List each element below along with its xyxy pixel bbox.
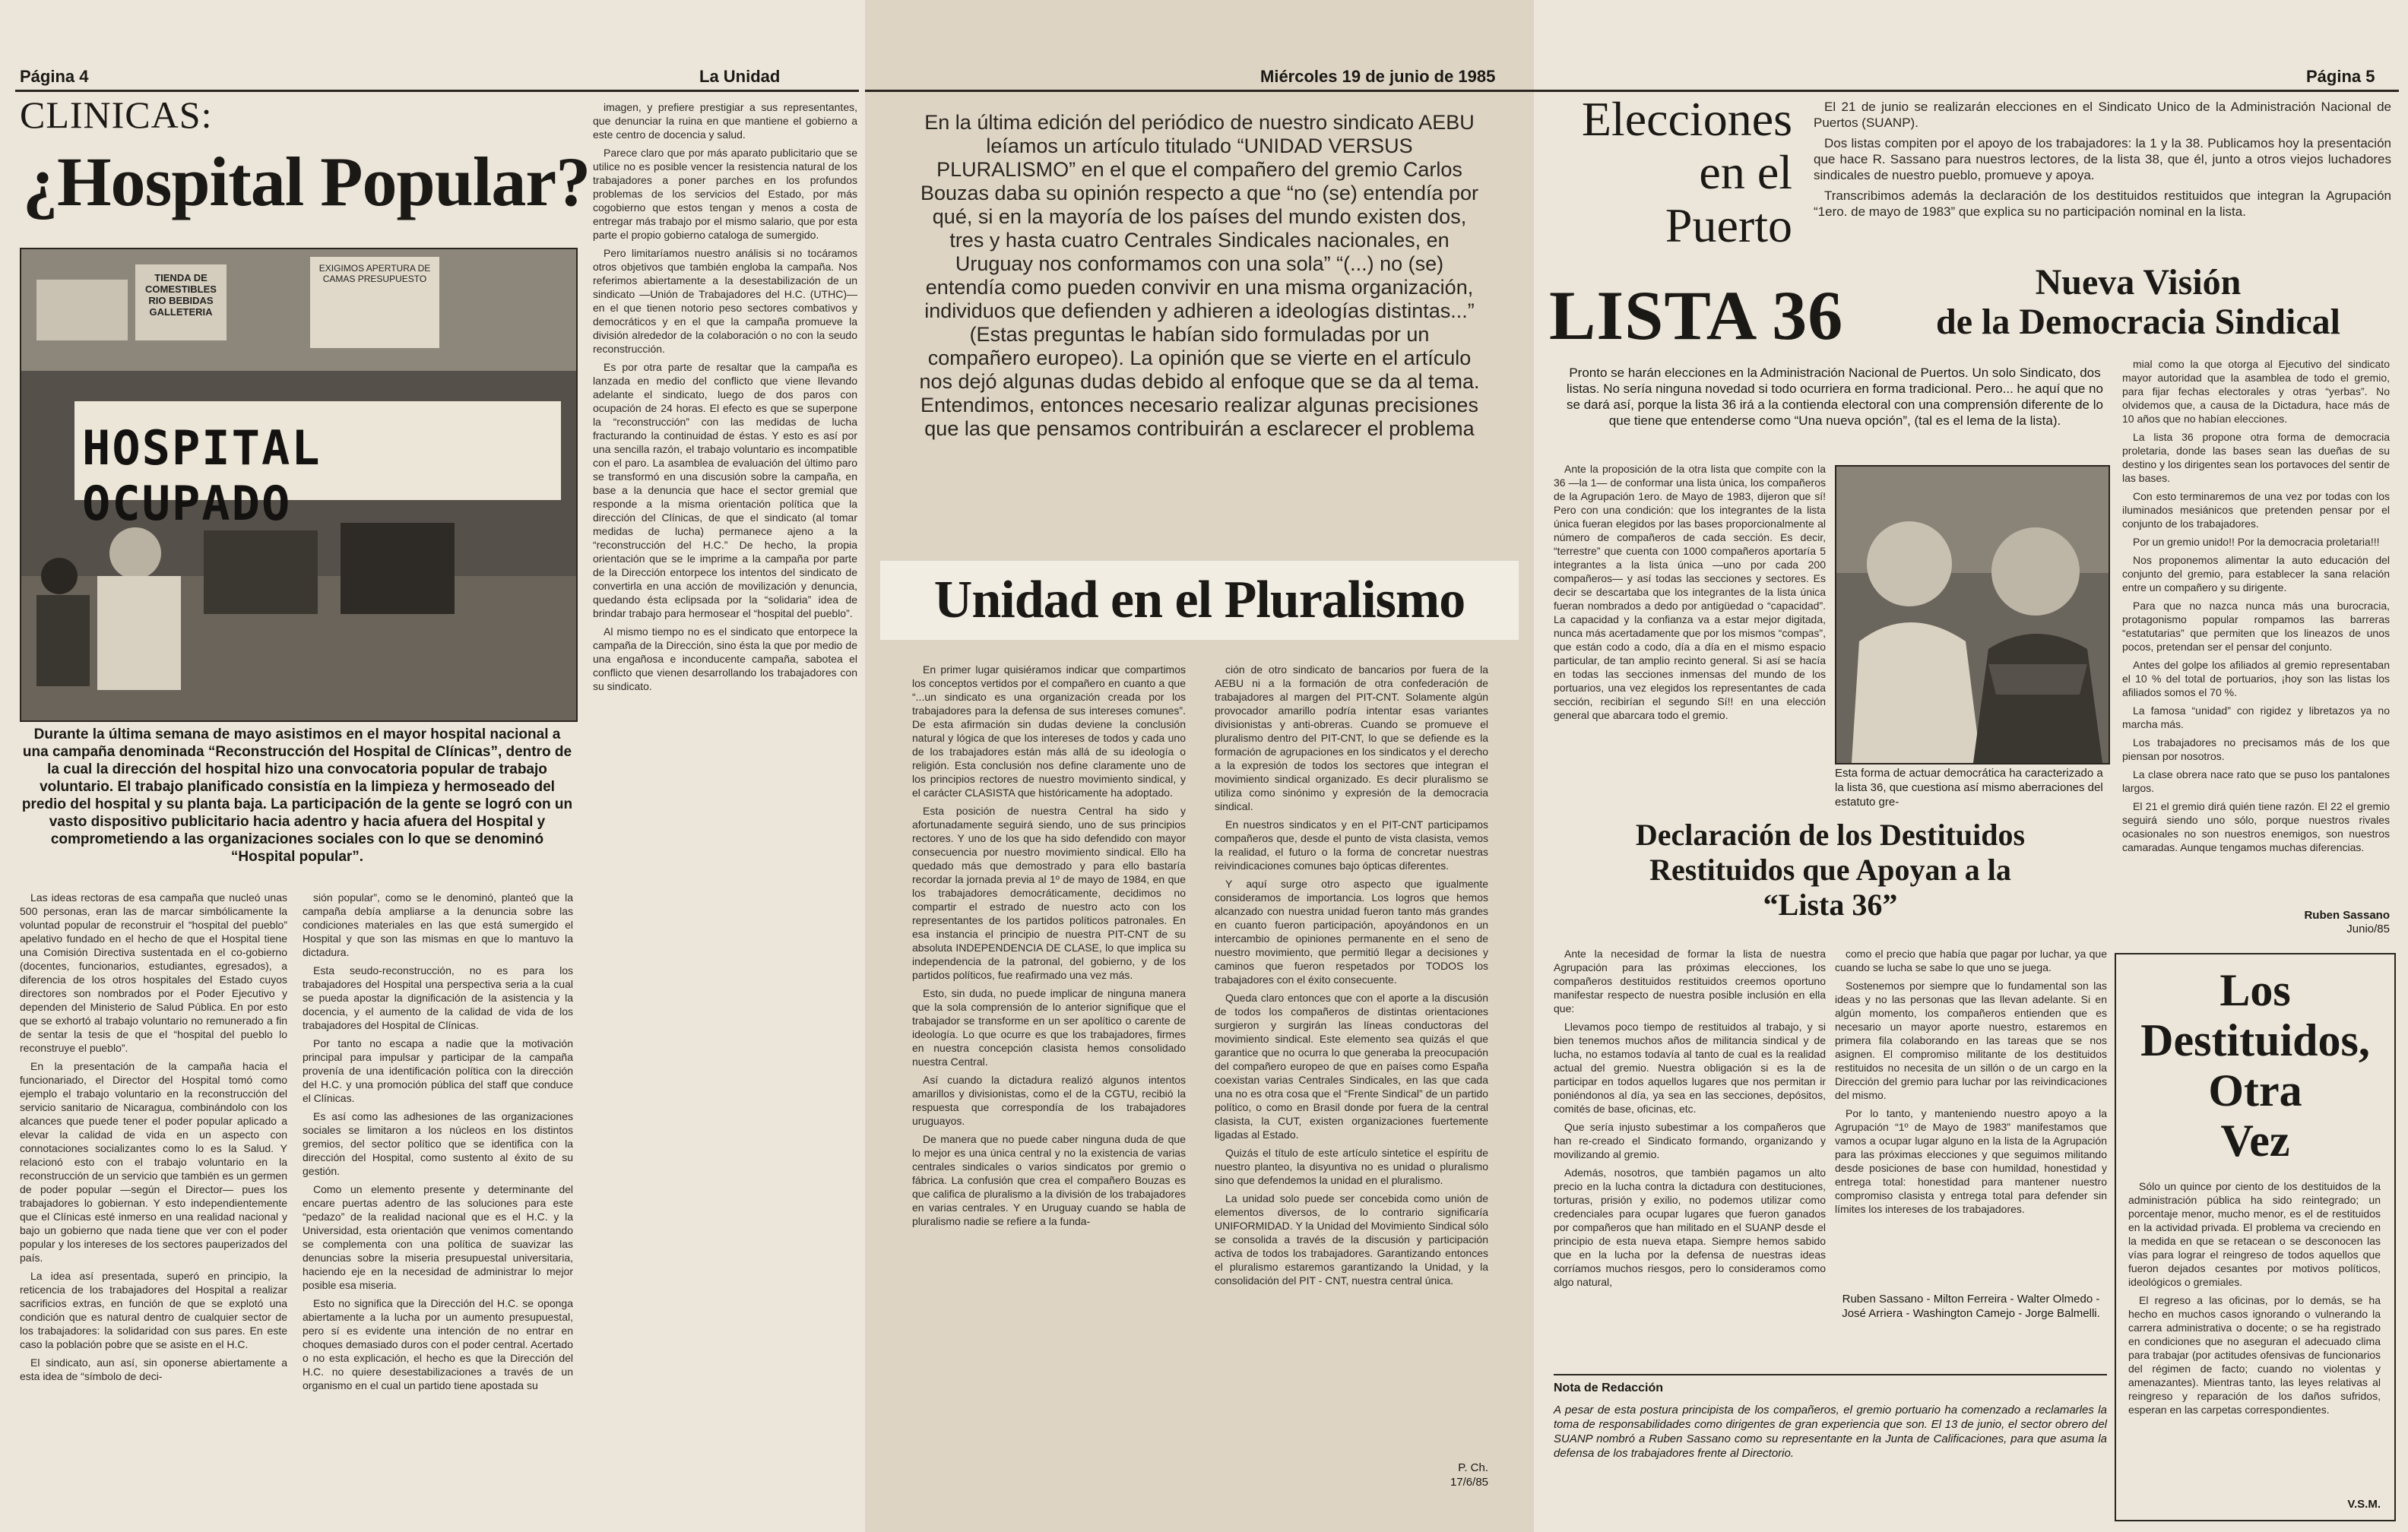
declaracion-headline-3: “Lista 36” [1763, 888, 1898, 922]
unidad-headline-box [880, 561, 1519, 640]
lista-col2-p1: mial como la que otorga al Ejecutivo del sindicato mayor autoridad que la asamblea de todo el gremio, para fijar fechas electorales y otras “yerbas”. No olvidemos que, a causa de la Dictadura, hace más de 10 años que no habían elecciones. [2122, 358, 2390, 425]
unidad-col-1 [912, 663, 1186, 1521]
clinicas-col2-p5: Como un elemento presente y determinante del encare puertas adentro de las soluciones para este “pedazo” de la realidad nacional que es el H.C. y la Universidad, esta orientación que venimos comentando se complementa con una política de suavizar las denuncias sobre la miseria presupuestal universitaria, haciendo eje en la necesidad de administrar lo mejor posible esa miseria. [303, 1183, 573, 1291]
note-rule [1554, 1374, 2107, 1375]
elecciones-intro-p3: Transcribimos además la declaración de los destituidos restituidos que integran la Agrupación “1ero. de mayo de 1983” que explica su no participación nominal en la lista. [1814, 188, 2391, 219]
lista-col-2 [2122, 357, 2390, 904]
unidad-intro: En la última edición del periódico de nuestro sindicato AEBU leíamos un artículo titulado “UNIDAD VERSUS PLURALISMO” en el que el compañero del gremio Carlos Bouzas daba su opinión respecto a que “no (se) entendía por qué, si en la mayoría de los países del mundo existen dos, tres y hasta cuatro Centrales Sindicales nacionales, en Uruguay nos conformamos con una sola” “(...) no (se) entendía como pueden convivir en una misma organización, individuos que defienden y adhieren a ideologías distintas...” (Estas preguntas le habían sido formuladas por un compañero europeo). La opinión que se vierte en el artículo nos dejó algunas dudas debido al enfoque que se da al tema. Entendimos, entonces necesario realizar algunas precisiones que las que pensamos contribuirán a esclarecer el problema [919, 111, 1480, 440]
clinicas-col3-p5: Al mismo tiempo no es el sindicato que entorpece la campaña de la Dirección, sino ésta la que por medio de una engañosa e inconducente campaña, sabotea el conflicto que vienen desarrollando los trabajadores con su sindicato. [593, 625, 857, 692]
clinicas-kicker: CLINICAS: [20, 93, 213, 136]
lista-col2-p3: Con esto terminaremos de una vez por todas con los iluminados mesiánicos que pretenden pensar por el conjunto de los trabajadores. [2122, 490, 2390, 530]
destituidos-headline-3: Otra [2208, 1065, 2302, 1116]
unidad-sig-date: 17/6/85 [1450, 1476, 1488, 1489]
unidad-col2-p1: ción de otro sindicato de bancarios por fuera de la AEBU ni a la formación de otra confederación de trabajadores al margen del PIT-CNT. Solamente algún provocador amarillo podría intentar esas variantes divisionistas y anti-obreras. Cuando se promueve el pluralismo dentro del PIT-CNT, lo que se defiende es la formación de agrupaciones en los sindicatos y el derecho a la expresión de todos los sectores que integran el movimiento sindical organizado. Es decir pluralismo se utiliza como sinónimo y expresión de la democracia sindical. [1215, 663, 1488, 812]
lista-lead: Pronto se harán elecciones en la Administración Nacional de Puertos. Un solo Sindicato, dos listas. No sería ninguna novedad si todo ocurriera en forma tradicional. Pero... he aquí que no se dará así, porque la lista 36 irá a la contienda electoral con una comprensión diferente de lo que tiene que entenderse como “Una nueva opción”, (tal es el lema de la lista). [1567, 366, 2103, 428]
declaracion-signers: Ruben Sassano - Milton Ferreira - Walter Olmedo - José Arriera - Washington Camejo - Jorge Balmelli. [1842, 1293, 2100, 1320]
lista-col2-p6: Para que no nazca nunca más una burocracia, protagonismo popular rompamos las barreras “estatutarias” que permiten que los lineazos de unos pocos, pretendan ser el pensar del conjunto. [2122, 600, 2390, 653]
elecciones-kicker-3: Puerto [1665, 198, 1792, 252]
page-number-left: Página 4 [20, 67, 89, 86]
destituidos-signature: V.S.M. [2347, 1498, 2381, 1511]
lista-signature-block [2218, 909, 2390, 936]
clinicas-headline: ¿Hospital Popular? [23, 143, 591, 220]
note-title: Nota de Redacción [1554, 1382, 1664, 1394]
clinicas-col2-p1: sión popular”, como se le denominó, planteó que la campaña debía ampliarse a la denuncia sobre las condiciones materiales en las que está sumergido el Hospital y que son las mismas en que lo mantuvo la dictadura. [303, 891, 573, 958]
lista-subtitle-1: Nueva Visión [2035, 262, 2242, 302]
elecciones-intro [1814, 99, 2391, 258]
lista-col2-p5: Nos proponemos alimentar la auto educación del conjunto del gremio, para establecer la sana relación entre un compañero y su dirigente. [2122, 554, 2390, 593]
lista-col2-p10: La clase obrera nace rato que se puso los pantalones largos. [2122, 768, 2390, 794]
declaracion-headline [1554, 818, 2107, 923]
unidad-col2-p5: Quizás el título de este artículo sintetice el espíritu de nuestro planteo, la disyuntiva no es unidad o pluralismo sino que defendemos la unidad en el pluralismo. [1215, 1147, 1488, 1186]
lista-subtitle-2: de la Democracia Sindical [1936, 302, 2340, 342]
clinicas-col1-p1: Las ideas rectoras de esa campaña que nucleó unas 500 personas, eran las de marcar simbólicamente la voluntad popular de reconstruir el “hospital del pueblo” apelativo fundado en el hecho de que el Hospital tiene una Comisión Directiva sustentada en el co-gobierno (docentes, funcionarios, estudiantes, egresados), a diferencia de los otros hospitales del Estado cuyos directores son nombrados por el Poder Ejecutivo y dependen del Ministerio de Salud Pública. En por esto que se exhortó al trabajo voluntario no remunerado a fin de sentar la tesis de que el “hospital del pueblo lo reconstruye el pueblo”. [20, 891, 287, 1054]
unidad-col1-p3: Esto, sin duda, no puede implicar de ninguna manera que la sola comprensión de lo anterior signifique que el trabajador se transforme en un ser apolítico o carente de ideología. Lo que ocurre es que los trabajadores, firmes en nuestra concepción clasista hemos consolidado nuestra Central. [912, 987, 1186, 1068]
destituidos-body [2128, 1179, 2381, 1483]
declaracion-col1-p3: Que sería injusto subestimar a los compañeros que han re-creado el Sindicato formando, organizando y movilizando al gremio. [1554, 1121, 1826, 1160]
declaracion-col1-p4: Además, nosotros, que también pagamos un alto precio en la lucha contra la dictadura con destituciones, torturas, prisión y exilio, no podemos utilizar como credenciales para ocupar lugares que fueron ganados por compañeros que han militado en el SUANP desde el principio de esta nueva etapa. Siempre hemos sabido que en la lucha por la defensa de nuestras ideas corríamos muchos riesgos, pero lo consideramos como algo natural, [1554, 1166, 1826, 1288]
unidad-signature: P. Ch. [1458, 1461, 1488, 1474]
destituidos-box [2115, 953, 2396, 1521]
clinicas-col-1 [20, 891, 287, 1521]
photo-sign-rio: TIENDA DE COMESTIBLES RIO BEBIDAS GALLETERIA [145, 272, 217, 318]
lista-col2-p2: La lista 36 propone otra forma de democracia proletaria, donde las bases sean las dueñas de su destino y los dirigentes sean los portavoces del sentir de las bases. [2122, 431, 2390, 484]
declaracion-col2-p2: Sostenemos por siempre que lo fundamental son las ideas y no las personas que las llevan adelante. Si en algún momento, los compañeros entienden que es necesario un mayor aporte nuestro, estaremos en primera fila colaborando en las tareas que se nos asignen. El compromiso militante de los destituidos restituidos no necesita de un sillón o de un cargo en la Dirección del gremio para luchar por las reivindicaciones del mismo. [1835, 980, 2107, 1101]
lista-photo [1835, 465, 2110, 764]
top-rule-left [15, 90, 859, 92]
destituidos-headline-2: Destituidos, [2140, 1015, 2370, 1065]
destituidos-headline-1: Los [2219, 965, 2291, 1015]
newspaper-title: La Unidad [699, 67, 781, 86]
unidad-col2-p6: La unidad solo puede ser concebida como unión de elementos diversos, de lo contrario significaría UNIFORMIDAD. Y la Unidad del Movimiento Sindical sólo se consolida a través de la discusión y participación activa de todos los trabajadores. Garantizando entonces el pluralismo estaremos garantizando la Unidad, y la consolidación del PIT - CNT, nuestra central única. [1215, 1192, 1488, 1287]
lista-col2-p11: El 21 el gremio dirá quién tiene razón. El 22 el gremio seguirá siendo uno sólo, porque nuestros rivales ocasionales no son nuestros enemigos, son nuestros camaradas. Aunque tengamos muchas diferencias. [2122, 800, 2390, 853]
unidad-col1-p1: En primer lugar quisiéramos indicar que compartimos los conceptos vertidos por el compañero en cuanto a que “...un sindicato es una organización creada por los trabajadores para la defensa de sus intereses comunes”. De esta afirmación sin dudas deviene la conclusión natural y lógica de que los intereses de todos y cada uno de los trabajadores están más allá de su ideología o religión. Esta conclusión nos define claramente uno de los principios rectores de nuestro movimiento sindical, y el carácter CLASISTA que históricamente ha adoptado. [912, 663, 1186, 799]
elecciones-kicker-1: Elecciones [1581, 92, 1792, 146]
clinicas-col2-p3: Por tanto no escapa a nadie que la motivación principal para impulsar y participar de la campaña provenía de una identificación política con la dirección del H.C. y una promoción pública del staff que conduce el Clínicas. [303, 1037, 573, 1104]
page-middle [865, 0, 1534, 1532]
unidad-col2-p2: En nuestros sindicatos y en el PIT-CNT participamos compañeros que, desde el punto de vista clasista, vemos la realidad, el futuro o la forma de concretar nuestras reivindicaciones comunes bajo ópticas diferentes. [1215, 818, 1488, 872]
clinicas-col2-p4: Es así como las adhesiones de las organizaciones sociales se limitaron a los núcleos en los distintos gremios, del sector político que se identifica con la dirección del Hospital, como sustento al éxito de su gestión. [303, 1110, 573, 1177]
photo-sign-exigimos: EXIGIMOS APERTURA DE CAMAS PRESUPUESTO [318, 263, 431, 284]
elecciones-kicker-2: en el [1699, 145, 1792, 199]
declaracion-headline-1: Declaración de los Destituidos [1635, 818, 2026, 852]
page-left [0, 0, 865, 1532]
lista-col2-p9: Los trabajadores no precisamos más de los que piensan por nosotros. [2122, 736, 2390, 762]
top-rule-middle [865, 90, 1534, 92]
portrait-icon [1836, 467, 2109, 763]
declaracion-headline-2: Restituidos que Apoyan a la [1649, 853, 2011, 887]
issue-date: Miércoles 19 de junio de 1985 [1260, 67, 1496, 86]
page-right [1534, 0, 2408, 1532]
lista-subtitle [1891, 263, 2385, 342]
lista-col2-p8: La famosa “unidad” con rigidez y libretazos ya no marcha más. [2122, 704, 2390, 730]
clinicas-col-2 [303, 891, 573, 1521]
clinicas-col3-p4: Es por otra parte de resaltar que la campaña es lanzada en medio del conflicto que viene llevando adelante el sindicato, luego de dos paros con ocupación de 24 horas. El efecto es que se superpone la “reconstrucción” con las medidas de lucha fracturando la continuidad de éstas. Y esto es así por una sencilla razón, el trabajo voluntario es incompatible con el paro. La asamblea de evaluación del último paro se transformó en una discusión sobre la campaña, en base a la denuncia que hace el sector gremial que responde a la misma orientación política que la dirección del Clínicas, de que el sindicato (al tomar medidas de lucha) permanece ajeno a la “reconstrucción del H.C.” De hecho, la propia orientación que se le imprime a la campaña por parte de la Dirección entorpece los intentos del sindicato de convertirla en una acción de movilización y denuncia, quedando ésta eclipsada por la “solidaria” idea de brindar trabajo para hermosear el “hospital del pueblo”. [593, 361, 857, 619]
unidad-col1-p5: De manera que no puede caber ninguna duda de que lo mejor es una única central y no la existencia de varias centrales sindicales o varios sindicatos por gremio o fábrica. La confusión que crea el compañero Bouzas es que califica de pluralismo a la división de los trabajadores en varias centrales. Y en Uruguay cuando se habla de pluralismo nadie se refiere a la funda- [912, 1133, 1186, 1227]
lista-col2-p7: Antes del golpe los afiliados al gremio representaban el 10 % del total de portuarios, ¡hoy son las listas los afiliados somos el 70 %. [2122, 659, 2390, 698]
lista-title: LISTA 36 [1549, 277, 1844, 354]
destituidos-p1: Sólo un quince por ciento de los destituidos de la administración pública ha sido reintegrado; un porcentaje menor, mucho menor, es el de restituidos en la actividad privada. El problema va creciendo en la medida en que se retacean o se desconocen las vías para lograr el reingreso de todos aquellos que fueron dejados cesantes por motivos políticos, ideológicos o gremiales. [2128, 1180, 2381, 1288]
declaracion-col-2 [1835, 947, 2107, 1281]
elecciones-intro-p2: Dos listas compiten por el apoyo de los trabajadores: la 1 y la 38. Publicamos hoy la presentación que hace R. Sassano para nuestros lectores, de la lista 38, que él, junto a otros viejos luchadores sindicales de nuestro pueblo, promueve y apoya. [1814, 136, 2391, 182]
unidad-col2-p3: Y aquí surge otro aspecto que igualmente consideramos de importancia. Los logros que hemos alcanzado con nuestra unidad fueron tanto más grandes en cuanto fueron participación, apoyándonos en un intercambio de opiniones permanente en el seno de nuestro movimiento, que permitió llegar a decisiones y caminos que fueron respetados por TODOS los trabajadores con el éxito consecuente. [1215, 878, 1488, 986]
unidad-col1-p4: Así cuando la dictadura realizó algunos intentos amarillos y divisionistas, como el de la CGTU, recibió la respuesta que correspondía de los trabajadores uruguayos. [912, 1074, 1186, 1127]
unidad-col-2 [1215, 663, 1488, 1453]
unidad-headline: Unidad en el Pluralismo [933, 571, 1465, 629]
unidad-col2-p4: Queda claro entonces que con el aporte a la discusión de todos los compañeros de distintas orientaciones surgieron y surgirán las líneas conductoras del movimiento sindical. Este elemento sea quizás el que garantice que no ocurra lo que generaba la preocupación del compañero europeo de que en países como España coexistan varias Centrales Sindicales, en las que cada una no es otra cosa que el “Frente Sindical” de un partido político, o como en Brasil donde por fuera de la central clasista, la CUT, existen organizaciones fuertemente ligadas al Estado. [1215, 992, 1488, 1141]
destituidos-p2: El regreso a las oficinas, por lo demás, se ha hecho en muchos casos ignorando o vulnerando la carrera administrativa o docente; o se ha registrado en condiciones que no aseguran el adecuado clima para trabajar (por actitudes ofensivas de funcionarios del régimen de facto; cuando no violentas y amenazantes). Mientras tanto, las leyes relativas al reingreso y reparación de los daños sufridos, esperan en las carpetas correspondientes. [2128, 1294, 2381, 1416]
clinicas-photo [20, 248, 578, 722]
elecciones-kicker [1564, 93, 1792, 252]
clinicas-col1-p4: El sindicato, aun así, sin oponerse abiertamente a esta idea de “símbolo de deci- [20, 1356, 287, 1382]
clinicas-col-3 [593, 100, 857, 1521]
clinicas-col2-p2: Esta seudo-reconstrucción, no es para los trabajadores del Hospital una perspectiva seria a la cual se pueda apostar la dignificación de la asistencia y la docencia, y el aumento de la calidad de vida de los trabajadores del Hospital de Clínicas. [303, 964, 573, 1031]
clinicas-col3-p3: Pero limitaríamos nuestro análisis si no tocáramos otros objetivos que también engloba la campaña. Nos referimos abiertamente a la desestabilización de un sindicato —Unión de Trabajadores del H.C. (UTHC)— en el que tienen notorio peso sectores combativos y democráticos y en el que la campaña promueve la división alrededor de la colaboración o no con la seudo reconstrucción. [593, 247, 857, 355]
lista-col-1 [1554, 462, 1826, 819]
unidad-signature-block [1397, 1461, 1488, 1489]
clinicas-col1-p2: En la presentación de la campaña hacia el funcionariado, el Director del Hospital tomó como ejemplo el trabajo voluntario en la reconstrucción del servicio sanitario de Nicaragua, combinándolo con los alcances que puede tener el poder popular aplicado a elevar la calidad de vida en un aspecto con connotaciones socializantes como lo es la Salud. Y relacionó esto con el trabajo voluntario en la reconstrucción de un servicio que también es un germen de poder popular —según el Director— pues los trabajadores lo gobiernan. Y esto independientemente que el Clínicas esté inmerso en una realidad nacional y bajo un gobierno que nada tiene que ver con el poder popular y los intereses de los sectores pauperizados del país. [20, 1060, 287, 1264]
lista-col2-p4: Por un gremio unido!! Por la democracia proletaria!!! [2133, 536, 2380, 548]
declaracion-col1-p2: Llevamos poco tiempo de restituidos al trabajo, y si bien tenemos muchos años de militancia sindical y de lucha, no estamos todavía al tanto de cual es la realidad actual del gremio. Nuestra obligación si es la de participar en todos aquellos lugares que nos permitan ir poniéndonos al día, ya sea en las secciones, depósitos, comités de base, oficinas, etc. [1554, 1021, 1826, 1115]
clinicas-col2-p6: Esto no significa que la Dirección del H.C. se oponga abiertamente a la lucha por un aumento presupuestal, pero sí es evidente una intención de no entrar en choques demasiado duros con el poder central. Acertado o no esta explicación, el hecho es que la Dirección del H.C. no quiere desestabilizaciones a través de un organismo en el cual un partido tiene apostada su [303, 1297, 573, 1391]
destituidos-headline [2116, 965, 2394, 1166]
note-text: A pesar de esta postura principista de los compañeros, el gremio portuario ha comenzado a reclamarles la toma de responsabilidades como dirigentes de gran experiencia que son. El 13 de junio, el sector obrero del SUANP nombró a Ruben Sassano como su representante en la Junta de Calificaciones, para que asuma la defensa de los trabajadores frente al Directorio. [1554, 1404, 2107, 1460]
destituidos-headline-4: Vez [2220, 1116, 2290, 1166]
lista-sig-date: Junio/85 [2346, 923, 2390, 935]
unidad-col1-p2: Esta posición de nuestra Central ha sido y afortunadamente seguirá siendo, uno de sus principios rectores. Y uno de los que ha sido defendido con mayor consecuencia por nuestro movimiento sindical. Ello ha quedado más que demostrado y para ello bastaría recordar la jornada previa al 1º de mayo de 1984, en que los trabajadores democráticamente, decidimos no compartir el estrado de nuestro acto con los representantes de los partidos políticos patronales. En esa instancia el principio de nuestra PIT-CNT de su absoluta INDEPENDENCIA DE CLASE, lo que implica su independencia de la patronal, del gobierno, y de los partidos políticos, fue reafirmado una vez más. [912, 805, 1186, 981]
clinicas-col3-p1: imagen, y prefiere prestigiar a sus representantes, que denunciar la ruina en que mantiene el gobierno a este centro de docencia y salud. [593, 101, 857, 141]
clinicas-col1-p3: La idea así presentada, superó en principio, la reticencia de los trabajadores del Hospital a realizar sacrificios extras, en función de que se explotó una condición que es natural dentro de cualquier sector de los trabajadores: la solidaridad con sus pares. En este caso la población pobre que se asiste en el H.C. [20, 1270, 287, 1350]
clinicas-col3-p2: Parece claro que por más aparato publicitario que se utilice no es posible vencer la resistencia natural de los trabajadores a poner parches en los profundos problemas de los servicios del Estado, por más cogobierno que estos tengan y menos a costa de entregar más trabajo por el mismo salario, que por esta parte el propio gobierno cataloga de sumergido. [593, 147, 857, 241]
lista-photo-caption: Esta forma de actuar democrática ha caracterizado a la lista 36, que cuestiona así mismo aberraciones del estatuto gre- [1835, 767, 2103, 809]
declaracion-col2-p1: como el precio que había que pagar por luchar, ya que cuando se lucha se sabe lo que uno se juega. [1835, 948, 2107, 973]
lista-signature: Ruben Sassano [2304, 909, 2390, 922]
elecciones-intro-p1: El 21 de junio se realizarán elecciones en el Sindicato Unico de la Administración Nacional de Puertos (SUANP). [1814, 100, 2391, 130]
photo-banner: HOSPITAL OCUPADO [82, 420, 322, 531]
declaracion-col2-p3: Por lo tanto, y manteniendo nuestro apoyo a la Agrupación “1º de Mayo de 1983” manifestamos que vamos a ocupar lugar alguno en la lista de la Agrupación para las próximas elecciones y que seguimos militando desde posiciones de base con humildad, honestidad y entrega total: honestidad para mantener nuestro compromiso clasista y entrega total para defender sin límites los intereses de los trabajadores. [1835, 1107, 2107, 1215]
clinicas-lead: Durante la última semana de mayo asistimos en el mayor hospital nacional a una campaña denominada “Reconstrucción del Hospital de Clínicas”, dentro de la cual la dirección del hospital hizo una convocatoria popular de trabajo voluntario. El trabajo planificado consistía en la limpieza y hermoseado del predio del hospital y su planta baja. La participación de la gente se logró con un vasto dispositivo publicitario hacia adentro y hacia afuera del Hospital y comprometiendo a las organizaciones sociales con lo que se denominó “Hospital popular”. [21, 726, 573, 865]
declaracion-col1-p1: Ante la necesidad de formar la lista de nuestra Agrupación para las próximas elecciones, los compañeros destituidos restituidos creemos oportuno manifestar respecto de nuestra posible inclusión en ella que: [1554, 948, 1826, 1014]
lista-col1-p1: Ante la proposición de la otra lista que compite con la 36 —la 1— de conformar una lista única, los compañeros de la Agrupación 1ero. de Mayo de 1983, dijeron que sí! Pero con una condición: que los integrantes de la lista única fueran elegidos por las bases proporcionalmente al número de compañeros de cada sección. Es decir, “terrestre” que cuenta con 1000 compañeros aportaría 5 integrantes a la lista única —uno por cada 200 compañeros— y así todas las secciones y sectores. Es decir se descartaba que los integrantes de la lista única fueran nombrados a dedo por antigüedad o “capacidad”. La capacidad y la confianza va a estar mejor digitada, nunca más acertadamente que por los mismos “compas”, que están codo a codo, día a día en el mismo espacio particular, de tan amplio recinto general. Si así se hacía en todas las secciones inmensas del mundo de los portuarios, una vez elegidos los representantes de cada sección, recibirían el segundo Sí!! en una elección general que abarcara todo el gremio. [1554, 463, 1826, 721]
declaracion-col-1 [1554, 947, 1826, 1365]
page-number-right: Página 5 [2306, 67, 2375, 86]
